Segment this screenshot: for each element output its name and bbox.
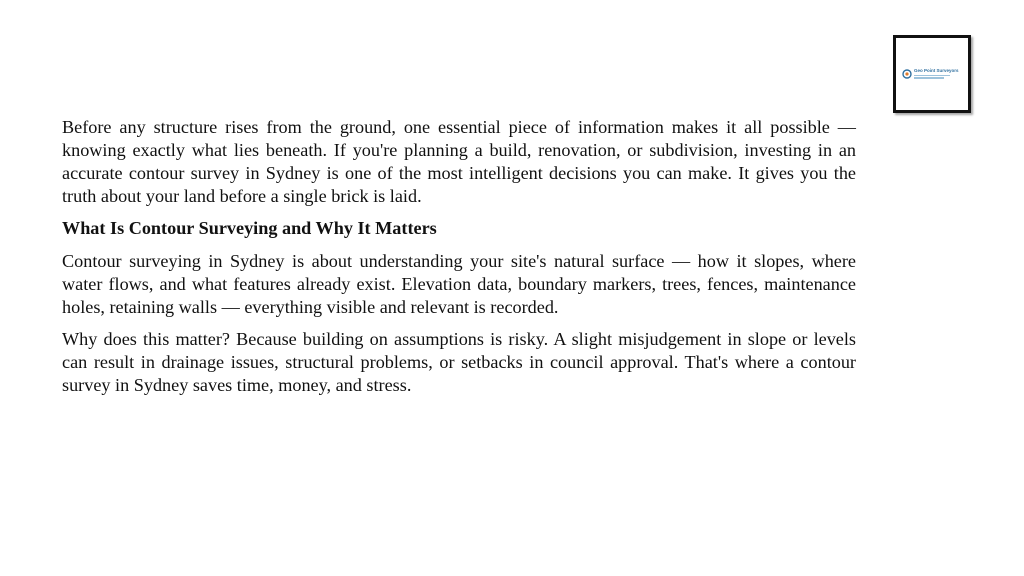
company-logo bbox=[893, 35, 971, 113]
logo-content bbox=[902, 69, 962, 79]
why-it-matters-paragraph: Why does this matter? Because building on assumptions is risky. A slight misjudgement in slope or levels can result in drainage issues, structural problems, or setbacks in council approval. That's where a contour survey in Sydney saves time, money, and stress. bbox=[62, 329, 856, 395]
geo-pin-icon bbox=[902, 69, 912, 79]
logo-tagline-line bbox=[914, 77, 944, 79]
logo-name: Geo Point Surveyors bbox=[914, 68, 959, 74]
article-body bbox=[62, 116, 856, 406]
logo-wordmark bbox=[914, 69, 959, 79]
section-heading: What Is Contour Surveying and Why It Matters bbox=[62, 218, 437, 238]
logo-tagline-line bbox=[914, 75, 950, 77]
intro-paragraph: Before any structure rises from the ground, one essential piece of information makes it all possible — knowing exactly what lies beneath. If you're planning a build, renovation, or subdivision, investing in an accurate contour survey in Sydney is one of the most intelligent decisions you can make. It gives you the truth about your land before a single brick is laid. bbox=[62, 117, 856, 206]
contour-surveying-paragraph: Contour surveying in Sydney is about understanding your site's natural surface — how it slopes, where water flows, and what features already exist. Elevation data, boundary markers, trees, fences, maintenance holes, retaining walls — everything visible and relevant is recorded. bbox=[62, 251, 856, 317]
